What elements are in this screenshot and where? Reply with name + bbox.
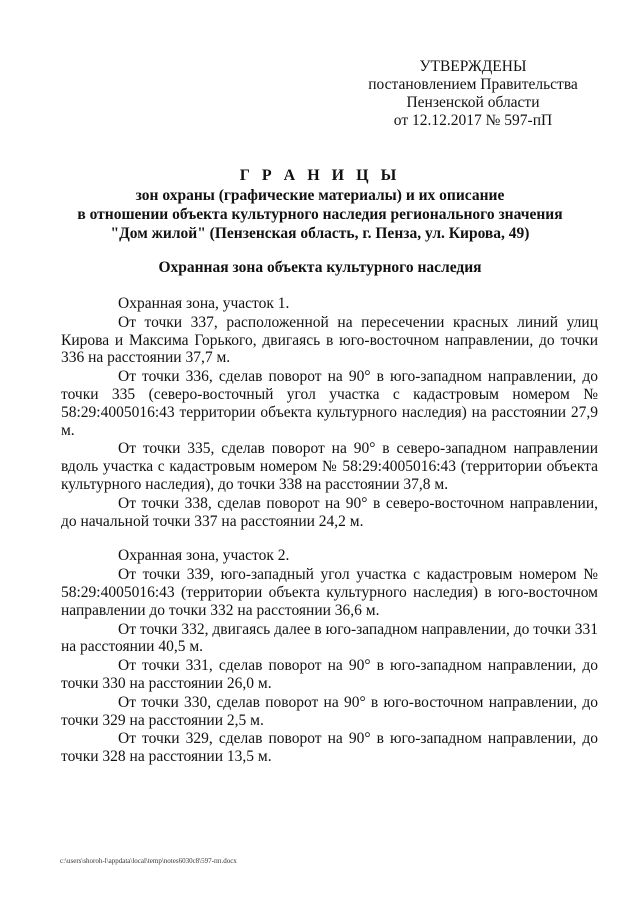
section-heading: Охранная зона объекта культурного наследия bbox=[158, 259, 482, 276]
paragraph: От точки 331, сделав поворот на 90° в юго-западном направлении, до точки 330 на расстоянии 26,0 м. bbox=[61, 657, 598, 692]
title-line-3: "Дом жилой" (Пензенская область, г. Пенза, ул. Кирова, 49) bbox=[110, 225, 530, 242]
paragraph: Охранная зона, участок 1. bbox=[118, 295, 290, 312]
paragraph: От точки 332, двигаясь далее в юго-западном направлении, до точки 331 на расстоянии 40,5 м. bbox=[61, 620, 598, 656]
approval-line-3: от 12.12.2017 № 597-пП bbox=[393, 112, 553, 129]
title-line-1: зон охраны (графические материалы) и их описание bbox=[135, 187, 505, 204]
document-body bbox=[61, 295, 598, 767]
title-main: Г Р А Н И Ц Ы bbox=[239, 167, 401, 184]
paragraph: От точки 330, сделав поворот на 90° в юго-восточном направлении, до точки 329 на расстоянии 2,5 м. bbox=[61, 693, 598, 729]
paragraph: От точки 329, сделав поворот на 90° в юго-западном направлении, до точки 328 на расстоянии 13,5 м. bbox=[61, 730, 598, 766]
approval-line-1: постановлением Правительства bbox=[368, 76, 578, 93]
file-path-footer: c:\users\shoroh-l\appdata\local\temp\notes6030c8\597-пп.docx bbox=[60, 857, 237, 865]
document-title bbox=[40, 166, 600, 243]
paragraph: От точки 339, юго-западный угол участка с кадастровым номером № 58:29:4005016:43 (территории объекта культурного наследия) в юго-восточном направлении до точки 332 на расстоянии 36,6 м. bbox=[61, 566, 598, 619]
paragraph: От точки 336, сделав поворот на 90° в юго-западном направлении, до точки 335 (северо-восточный угол участка с кадастровым номером № 58:29:4005016:43 территории объекта культурного наследия) на расстоянии 27,9 м. bbox=[61, 368, 598, 439]
approval-heading: УТВЕРЖДЕНЫ bbox=[419, 58, 527, 75]
title-line-2: в отношении объекта культурного наследия регионального значения bbox=[77, 206, 563, 223]
approval-stamp bbox=[368, 58, 578, 130]
paragraph: От точки 337, расположенной на пересечении красных линий улиц Кирова и Максима Горького, двигаясь в юго-восточном направлении, до точки 336 на расстоянии 37,7 м. bbox=[61, 313, 598, 367]
paragraph: От точки 335, сделав поворот на 90° в северо-западном направлении вдоль участка с кадастровым номером № 58:29:4005016:43 (территории объекта культурного наследия), до точки 338 на расстоянии 37,8 м. bbox=[61, 440, 598, 493]
paragraph: От точки 338, сделав поворот на 90° в северо-восточном направлении, до начальной точки 337 на расстоянии 24,2 м. bbox=[61, 494, 598, 530]
paragraph: Охранная зона, участок 2. bbox=[118, 547, 290, 565]
approval-line-2: Пензенской области bbox=[406, 94, 540, 111]
